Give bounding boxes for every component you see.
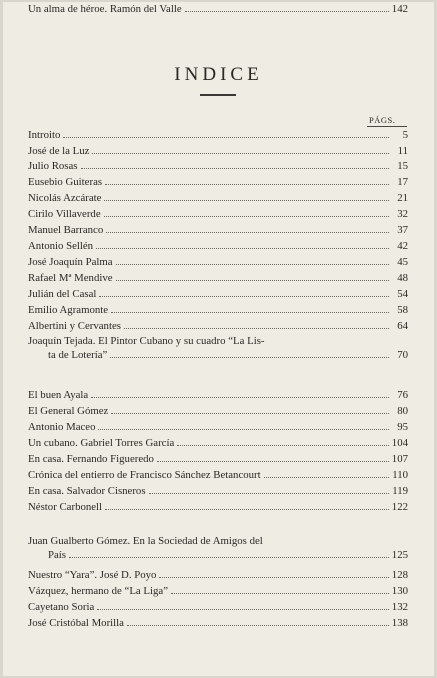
entry-title: Rafael Mª Mendive: [28, 272, 113, 284]
entry-title: ta de Lotería”: [48, 349, 108, 361]
index-entry: [28, 303, 408, 317]
entry-page-number: 142: [391, 3, 408, 15]
entry-page-number: 70: [397, 349, 408, 361]
dot-leader: [104, 191, 389, 201]
index-entry: [28, 616, 408, 630]
entry-title-first-line: Juan Gualberto Gómez. En la Sociedad de Amigos del: [28, 535, 263, 547]
dot-leader: [105, 500, 389, 510]
entry-title: José Joaquín Palma: [28, 256, 113, 268]
pages-header-underline: [367, 126, 407, 127]
index-entry: [28, 535, 408, 562]
entry-title: Crónica del entierro de Francisco Sánchez Betancourt: [28, 469, 261, 481]
dot-leader: [149, 484, 389, 494]
index-entry: [28, 468, 408, 482]
index-entry: [28, 239, 408, 253]
entry-title: Nicolás Azcárate: [28, 192, 102, 204]
dot-leader: [96, 239, 389, 249]
index-entry: [28, 128, 408, 142]
entry-title: Antonio Maceo: [28, 421, 96, 433]
dot-leader: [99, 287, 389, 297]
entry-page-number: 132: [391, 601, 408, 613]
index-entry: [28, 223, 408, 237]
entry-title: El General Gómez: [28, 405, 109, 417]
dot-leader: [69, 548, 389, 558]
index-entry: [28, 207, 408, 221]
entry-title-first-line: Joaquín Tejada. El Pintor Cubano y su cuadro “La Lis-: [28, 335, 265, 347]
dot-leader: [111, 404, 389, 414]
dot-leader: [157, 452, 389, 462]
index-entry: [28, 271, 408, 285]
dot-leader: [127, 616, 389, 626]
entry-title: José Cristóbal Morilla: [28, 617, 124, 629]
index-entry: [28, 568, 408, 582]
dot-leader: [124, 319, 389, 329]
index-entry: [28, 584, 408, 598]
entry-page-number: 76: [397, 389, 408, 401]
entry-page-number: 138: [391, 617, 408, 629]
entry-title: Julián del Casal: [28, 288, 97, 300]
entry-page-number: 122: [391, 501, 408, 513]
entry-title: José de la Luz: [28, 145, 90, 157]
entry-page-number: 128: [391, 569, 408, 581]
entry-page-number: 110: [392, 469, 408, 481]
index-entry: [28, 452, 408, 466]
index-entry: [28, 287, 408, 301]
index-entry: [28, 159, 408, 173]
index-entry: [28, 144, 408, 158]
dot-leader: [91, 388, 389, 398]
index-entry: [28, 404, 408, 418]
entry-page-number: 5: [402, 129, 408, 141]
entry-page-number: 48: [397, 272, 408, 284]
dot-leader: [111, 303, 389, 313]
entry-title: Eusebio Guiteras: [28, 176, 103, 188]
dot-leader: [92, 144, 389, 154]
entry-title: País: [48, 549, 66, 561]
index-entry: [28, 335, 408, 362]
entry-page-number: 104: [391, 437, 408, 449]
index-entry: [28, 600, 408, 614]
entry-page-number: 130: [391, 585, 408, 597]
entry-title: Introito: [28, 129, 61, 141]
dot-leader: [63, 128, 389, 138]
dot-leader: [104, 207, 389, 217]
dot-leader: [98, 420, 389, 430]
entry-title: Cayetano Soria: [28, 601, 95, 613]
dot-leader: [116, 271, 389, 281]
page-title: INDICE: [174, 64, 263, 85]
entry-title: En casa. Salvador Cisneros: [28, 485, 146, 497]
entry-page-number: 11: [397, 145, 408, 157]
dot-leader: [177, 436, 389, 446]
title-underline: [200, 94, 236, 96]
index-entry: [28, 191, 408, 205]
entry-title: Un alma de héroe. Ramón del Valle: [28, 3, 182, 15]
entry-title: Antonio Sellén: [28, 240, 94, 252]
entry-page-number: 64: [397, 320, 408, 332]
dot-leader: [264, 468, 389, 478]
entry-page-number: 45: [397, 256, 408, 268]
entry-page-number: 42: [397, 240, 408, 252]
entry-page-number: 17: [397, 176, 408, 188]
dot-leader: [116, 255, 389, 265]
entry-title: Emilio Agramonte: [28, 304, 109, 316]
dot-leader: [159, 568, 388, 578]
entry-title: Albertini y Cervantes: [28, 320, 121, 332]
entry-page-number: 54: [397, 288, 408, 300]
index-entry: [28, 319, 408, 333]
dot-leader: [81, 159, 390, 169]
index-entry: [28, 2, 408, 16]
entry-page-number: 37: [397, 224, 408, 236]
dot-leader: [185, 2, 389, 12]
dot-leader: [97, 600, 389, 610]
entry-title: Nuestro “Yara”. José D. Poyo: [28, 569, 157, 581]
entry-title: Un cubano. Gabriel Torres García: [28, 437, 175, 449]
index-entry: [28, 484, 408, 498]
index-entry: [28, 175, 408, 189]
entry-page-number: 125: [391, 549, 408, 561]
entry-page-number: 15: [397, 160, 408, 172]
entry-page-number: 119: [392, 485, 408, 497]
entry-title: Vázquez, hermano de “La Liga”: [28, 585, 168, 597]
index-entry: [28, 420, 408, 434]
index-entry: [28, 388, 408, 402]
entry-page-number: 58: [397, 304, 408, 316]
index-entry: [28, 436, 408, 450]
dot-leader: [171, 584, 389, 594]
index-entry: [28, 500, 408, 514]
entry-title: Néstor Carbonell: [28, 501, 103, 513]
dot-leader: [110, 348, 389, 358]
index-entry: [28, 255, 408, 269]
dot-leader: [105, 175, 389, 185]
entry-page-number: 32: [397, 208, 408, 220]
entry-page-number: 95: [397, 421, 408, 433]
entry-title: El buen Ayala: [28, 389, 89, 401]
entry-title: Cirilo Villaverde: [28, 208, 101, 220]
entry-page-number: 21: [397, 192, 408, 204]
entry-title: En casa. Fernando Figueredo: [28, 453, 154, 465]
entry-title: Manuel Barranco: [28, 224, 104, 236]
entry-page-number: 107: [391, 453, 408, 465]
dot-leader: [106, 223, 389, 233]
entry-title: Julio Rosas: [28, 160, 78, 172]
index-page: [3, 2, 434, 676]
pages-column-header: PÁGS.: [369, 115, 396, 125]
entry-page-number: 80: [397, 405, 408, 417]
